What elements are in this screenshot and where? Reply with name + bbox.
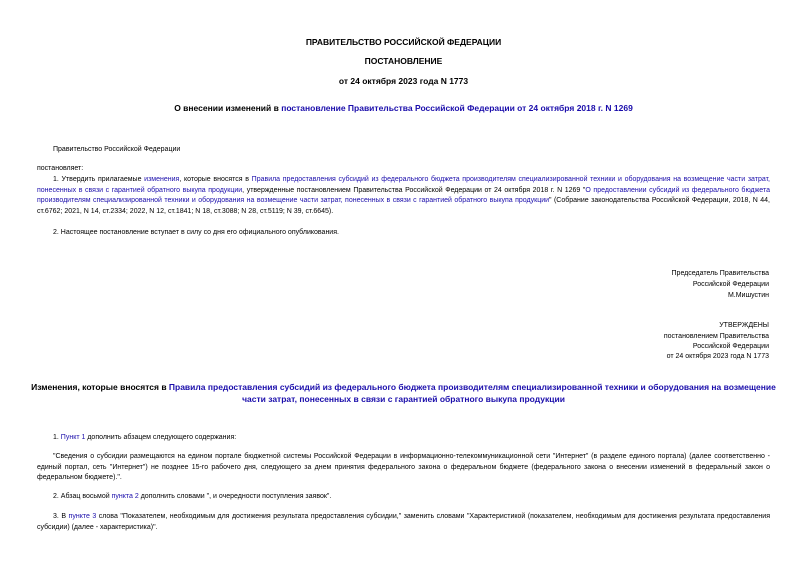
approved-federation: Российской Федерации	[692, 343, 769, 350]
change-3-text-a: 3. В	[53, 513, 69, 520]
rules-link[interactable]: Правила предоставления субсидий из федерального бюджета производителям специализированной техники и оборудования на возмещение части затрат, понесенных в связи с гарантией обратного выкупа продукции	[37, 176, 770, 194]
decides-line: постановляет:	[37, 165, 84, 172]
change-3-text-b: слова "Показателем, необходимым для достижения результата предоставления субсидии," заменить словами "Характеристикой (показателем, необходимым для достижения результата предоставления субсидии) (далее - характеристика)".	[37, 513, 770, 531]
change-2	[53, 492, 331, 503]
point-1-link[interactable]: Пункт 1	[60, 434, 86, 441]
document-title	[0, 103, 807, 113]
change-2-text-a: 2. Абзац восьмой	[53, 493, 112, 500]
change-1-quote: "Сведения о субсидии размещаются на едином портале бюджетной системы Российской Федерации в информационно-телекоммуникационной сети "Интернет" (в разделе единого портала) (далее соответственно - единый портал, сеть "Интернет") не позднее 15-го рабочего дня, следующего за днем принятия федерального закона о федеральном бюджете (федерального закона о внесении изменений в федеральный закон о федеральном бюджете).".	[37, 453, 770, 481]
paragraph-1	[37, 175, 770, 217]
paragraph-2: 2. Настоящее постановление вступает в силу со дня его официального опубликования.	[53, 229, 339, 236]
government-line: Правительство Российской Федерации	[53, 146, 181, 153]
point-2-link[interactable]: пункта 2	[111, 493, 139, 500]
changes-rules-link[interactable]: Правила предоставления субсидий из федерального бюджета производителям специализированной техники и оборудования на возмещение части затрат, понесенных в связи с гарантией обратного выкупа продукции	[168, 382, 776, 404]
change-2-text-b: дополнить словами ", и очередности поступления заявок".	[138, 493, 332, 500]
p1-text-d: " (Собрание законодательства Российской Федерации, 2018, N 44, ст.6762; 2021, N 14, ст.2334; 2022, N 12, ст.1841; N 18, ст.3088; N 28, ст.5119; N 39, ст.6645).	[37, 197, 771, 215]
amended-resolution-link[interactable]: постановление Правительства Российской Федерации от 24 октября 2018 г. N 1269	[281, 103, 633, 113]
point-3-link[interactable]: пункте 3	[68, 513, 97, 520]
changes-title	[30, 381, 777, 405]
signature-federation: Российской Федерации	[692, 281, 769, 288]
change-1-num: 1.	[53, 434, 61, 441]
document-type: ПОСТАНОВЛЕНИЕ	[364, 56, 443, 66]
document-title-prefix: О внесении изменений в	[174, 103, 282, 113]
approved-label: УТВЕРЖДЕНЫ	[719, 322, 769, 329]
change-1-text: дополнить абзацем следующего содержания:	[85, 434, 237, 441]
p1-text-a: 1. Утвердить прилагаемые	[53, 176, 145, 183]
government-heading: ПРАВИТЕЛЬСТВО РОССИЙСКОЙ ФЕДЕРАЦИИ	[305, 37, 502, 47]
signature-name: М.Мишустин	[727, 292, 769, 299]
p1-text-b: , которые вносятся в	[179, 176, 252, 183]
resolution-title-link[interactable]: О предоставлении субсидий из федерального бюджета производителям специализированной техники и оборудования на возмещение части затрат, понесенных в связи с гарантией обратного выкупа продукции	[37, 186, 770, 204]
approved-by: постановлением Правительства	[663, 333, 769, 340]
changes-link[interactable]: изменения	[144, 176, 180, 183]
changes-title-prefix: Изменения, которые вносятся в	[31, 382, 169, 392]
change-1	[53, 433, 236, 444]
approved-date: от 24 октября 2023 года N 1773	[666, 353, 769, 360]
change-3	[37, 512, 770, 533]
document-date-number: от 24 октября 2023 года N 1773	[338, 76, 469, 86]
p1-text-c: , утвержденные постановлением Правительства Российской Федерации от 24 октября 2018 г. N 1269 "	[242, 186, 586, 194]
signature-position: Председатель Правительства	[671, 270, 769, 277]
